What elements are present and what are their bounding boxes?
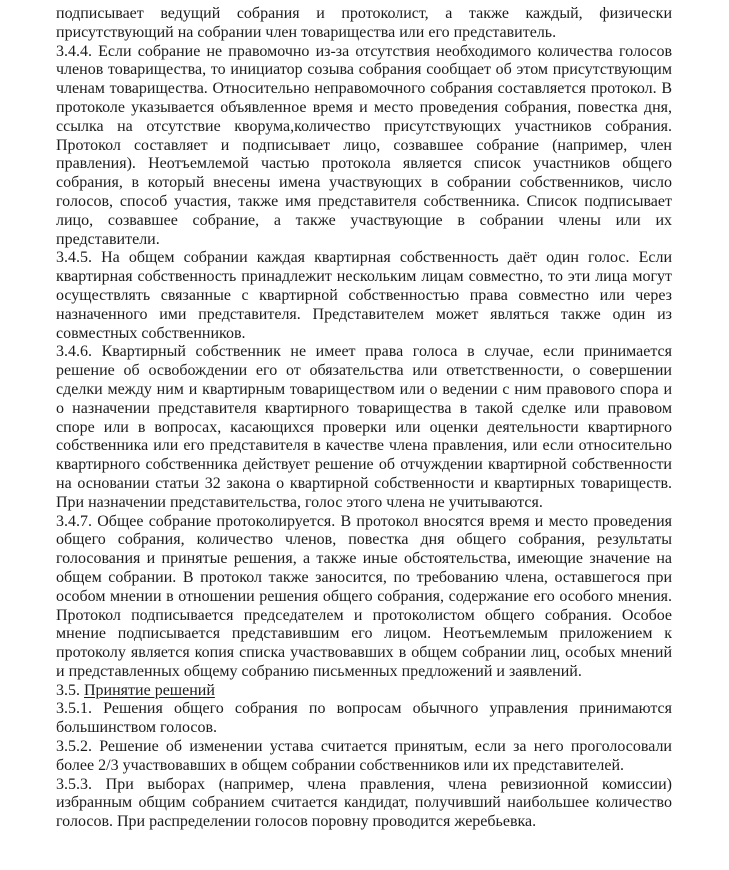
section-heading-number: 3.5. [56, 681, 80, 699]
paragraph-3-4-5: 3.4.5. На общем собрании каждая квартирная собственность даёт один голос. Если квартирная собственность принадлежит нескольким лицам совместно, то эти лица могут осуществлять связанные с квартирной собственностью права совместно или через назначенного ими представителя. Представителем может являться также один из совместных собственников. [56, 249, 672, 342]
paragraph-3-4-6: 3.4.6. Квартирный собственник не имеет права голоса в случае, если принимается решение об освобождении его от обязательства или ответственности, о совершении сделки между ним и квартирным товариществом или о ведении с ним правового спора и о назначении представителя квартирного товарищества в такой сделке или правовом споре или в вопросах, касающихся проверки или оценки деятельности квартирного собственника или его представителя в качестве члена правления, или если относительно квартирного собственника действует решение об отчуждении квартирной собственности на основании статьи 32 закона о квартирной собственности и квартирных товариществ. При назначении представительства, голос этого члена не учитываются. [56, 343, 672, 511]
paragraph-3-5-1: 3.5.1. Решения общего собрания по вопросам обычного управления принимаются большинством голосов. [56, 700, 672, 737]
paragraph-continuation: подписывает ведущий собрания и протоколист, а также каждый, физически присутствующий на собрании член товарищества или его представитель. [56, 5, 672, 41]
section-heading-title: Принятие решений [84, 681, 215, 699]
paragraph-3-5-3: 3.5.3. При выборах (например, члена правления, члена ревизионной комиссии) избранным общим собранием считается кандидат, получивший наибольшее количество голосов. При распределении голосов поровну проводится жеребьевка. [56, 775, 672, 831]
paragraph-3-4-4: 3.4.4. Если собрание не правомочно из-за отсутствия необходимого количества голосов членов товарищества, то инициатор созыва собрания сообщает об этом присутствующим членам товарищества. Относительно неправомочного собрания составляется протокол. В протоколе указывается объявленное время и место проведения собрания, повестка дня, ссылка на отсутствие кворума,количество присутствующих участников собрания. Протокол составляет и подписывает лицо, созвавшее собрание (например, член правления). Неотъемлемой частью протокола является список участников общего собрания, в который внесены имена участвующих в собрании собственников, число голосов, способ участия, также имя представителя собственника. Список подписывает лицо, созвавшее собрание, а также участвующие в собрании члены или их представители. [56, 42, 672, 248]
section-heading-3-5 [56, 682, 672, 701]
paragraph-3-4-7: 3.4.7. Общее собрание протоколируется. В протокол вносятся время и место проведения общего собрания, количество членов, повестка дня общего собрания, результаты голосования и принятые решения, а также иные обстоятельства, имеющие значение на общем собрании. В протокол также заносится, по требованию члена, оставшегося при особом мнении в отношении решения общего собрания, содержание его особого мнения. Протокол подписывается председателем и протоколистом общего собрания. Особое мнение подписывается представившим его лицом. Неотъемлемым приложением к протоколу является копия списка участвовавших в общем собрании лиц, особых мнений и представленных общему собранию письменных предложений и заявлений. [56, 512, 672, 680]
paragraph-3-5-2: 3.5.2. Решение об изменении устава считается принятым, если за него проголосовали более 2/3 участвовавших в общем собрании собственников или их представителей. [56, 738, 672, 774]
